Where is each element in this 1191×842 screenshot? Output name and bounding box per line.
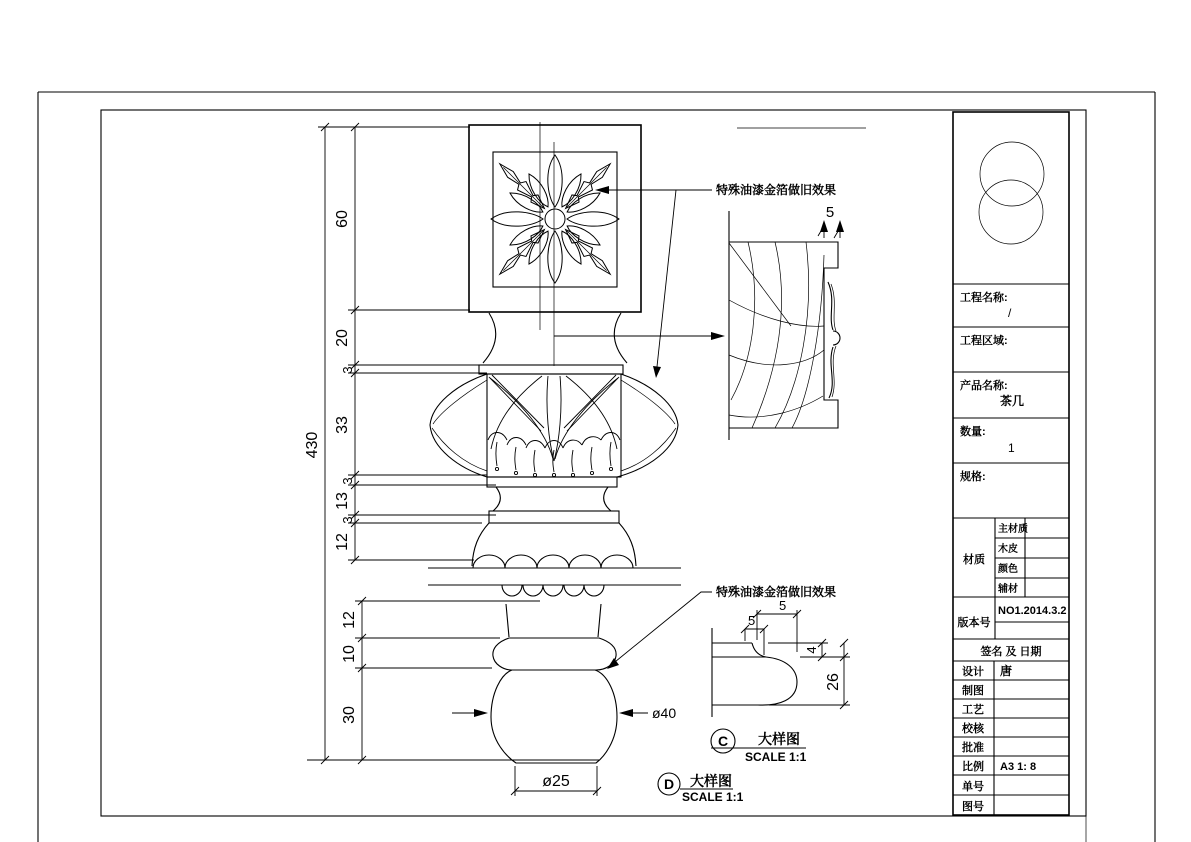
row-craft-label: 工艺	[962, 704, 984, 716]
material-label: 材质	[963, 554, 985, 566]
dim-overall: 430	[304, 431, 321, 459]
version-value: NO1.2014.3.2	[998, 605, 1067, 617]
dim-13: 13	[334, 492, 351, 510]
wood-grain	[729, 242, 824, 428]
detail-d-title: 大样图	[690, 773, 732, 789]
project-name-value: /	[1008, 306, 1012, 320]
material-row-3-label: 辅材	[998, 584, 1018, 595]
quantity-label: 数量:	[960, 426, 986, 438]
row-design-label: 设计	[962, 666, 984, 678]
sign-date-header: 签名 及 日期	[980, 646, 1042, 658]
detail-c-label	[711, 729, 807, 764]
material-row-2-label: 颜色	[998, 564, 1018, 575]
material-section	[953, 518, 1069, 597]
note-gold-foil-bottom	[607, 584, 836, 669]
dimension-chain-upper	[334, 123, 496, 564]
dim-section-5: 5	[825, 204, 835, 221]
version-section	[953, 597, 1069, 639]
dim-20: 20	[334, 329, 351, 347]
detail-c-title: 大样图	[758, 731, 800, 747]
ball-base-dim	[511, 766, 601, 796]
dim-c-26: 26	[825, 673, 842, 691]
torus-ring	[493, 638, 616, 670]
dim-60: 60	[334, 210, 351, 228]
dim-low-30: 30	[341, 706, 358, 724]
row-approve-label: 批准	[962, 742, 984, 754]
carved-urn	[430, 365, 678, 487]
dim-c-4: 4	[804, 646, 819, 654]
neck-upper	[483, 313, 627, 363]
row-order-label: 单号	[962, 781, 984, 793]
row-drawingno-label: 图号	[962, 801, 984, 813]
quantity-value: 1	[1008, 441, 1015, 455]
dim-low-10: 10	[341, 645, 358, 663]
row-scale-value: A3 1: 8	[1000, 761, 1037, 773]
product-name-label: 产品名称:	[960, 380, 1008, 392]
dim-3b: 3	[340, 477, 355, 485]
dim-3c: 3	[340, 516, 355, 524]
row-draft-label: 制图	[962, 685, 984, 697]
neck-lower-and-collar	[489, 487, 619, 523]
section-offset-dim	[818, 204, 844, 238]
detail-c-view	[711, 598, 850, 764]
dim-ball-d40: ø40	[652, 705, 677, 721]
detail-d-scale: SCALE 1:1	[682, 790, 744, 804]
material-row-1-label: 木皮	[998, 544, 1018, 555]
detail-d-id: D	[663, 776, 675, 792]
dim-12: 12	[334, 533, 351, 551]
version-label: 版本号	[957, 617, 991, 629]
urn-leaf-carving	[488, 375, 620, 477]
carved-edge-profile	[828, 282, 840, 398]
dim-33: 33	[334, 416, 351, 434]
detail-c-id: C	[717, 733, 729, 749]
dim-low-12: 12	[341, 611, 358, 629]
flower-panel	[469, 125, 641, 312]
finial-centerlines	[540, 122, 554, 366]
row-design-value: 唐	[1000, 664, 1013, 678]
product-name-value: 茶几	[1000, 394, 1025, 408]
detail-c-scale: SCALE 1:1	[745, 750, 807, 764]
section-view	[554, 128, 866, 440]
sheet-border	[38, 92, 1155, 842]
dim-3a: 3	[340, 366, 355, 374]
ball-foot	[491, 670, 617, 763]
dim-c-top-5: 5	[779, 598, 787, 613]
company-logo	[979, 142, 1044, 244]
note-gold-foil-bottom-text: 特殊油漆金箔做旧效果	[716, 585, 837, 599]
project-name-label: 工程名称:	[960, 292, 1008, 304]
row-scale-label: 比例	[962, 761, 984, 773]
note-gold-foil-top	[595, 182, 836, 378]
lower-bead-column	[502, 585, 604, 637]
project-area-label: 工程区域:	[960, 335, 1008, 347]
detail-d-label	[658, 773, 744, 804]
ball-diameter-dim	[452, 705, 676, 721]
dimension-chain-lower	[341, 597, 540, 764]
row-check-label: 校核	[962, 723, 984, 735]
signature-section	[953, 644, 1069, 815]
rosette-carving	[491, 155, 619, 283]
note-gold-foil-top-text: 特殊油漆金箔做旧效果	[716, 183, 837, 197]
title-block	[953, 112, 1069, 815]
table-surface-lines	[428, 568, 681, 585]
spec-label: 规格:	[960, 471, 986, 483]
flared-bead-section	[472, 523, 636, 568]
dim-c-left-5: 5	[748, 613, 756, 628]
dim-ball-d25: ø25	[542, 773, 570, 790]
material-row-0-label: 主材质	[998, 524, 1028, 535]
